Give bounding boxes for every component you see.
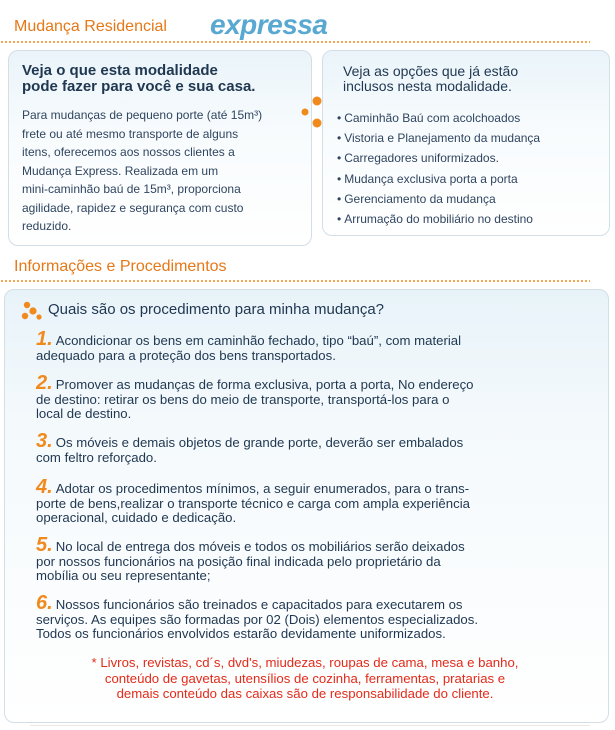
list-item: • Carregadores uniformizados. <box>337 148 540 168</box>
bottom-divider <box>30 725 590 726</box>
procedure-item: 5. No local de entrega dos móveis e todos os mobiliários serão deixados por nossos funcionários na posição final indicada pelo proprietário da mobília ou seu representante; <box>36 534 465 583</box>
procedure-item: 6. Nossos funcionários são treinados e capacitados para executarem os serviços. As equipes são formadas por 02 (Dois) elementos especializados. Todos os funcionários envolvidos estarão devidamente uniformizados. <box>36 592 478 641</box>
procedures-question: Quais são os procedimento para minha mudança? <box>48 301 385 318</box>
procedure-item: 2. Promover as mudanças de forma exclusiva, porta a porta, No endereço de destino: retirar os bens do meio de transporte, transportá-los para o local de destino. <box>36 372 474 421</box>
list-item: • Vistoria e Planejamento da mudança <box>337 128 540 148</box>
procedure-item: 1. Acondicionar os bens em caminhão fechado, tipo “baú”, com material adequado para a proteção dos bens transportados. <box>36 328 462 363</box>
header-title: Mudança Residencial <box>14 18 167 35</box>
section-title: Informações e Procedimentos <box>14 258 227 275</box>
procedure-item: 3. Os móveis e demais objetos de grande porte, deverão ser embalados com feltro reforçado. <box>36 430 464 465</box>
question-dots-icon <box>20 300 44 324</box>
procedure-number: 1. <box>36 328 53 350</box>
procedure-number: 4. <box>36 476 53 498</box>
procedure-number: 2. <box>36 372 53 394</box>
list-item: • Gerenciamento da mudança <box>337 189 540 209</box>
procedure-item: 4. Adotar os procedimentos mínimos, a seguir enumerados, para o trans- porte de bens,realizar o transporte técnico e carga com ampla experiência operacional, cuidado e dedicação. <box>36 476 470 525</box>
procedure-number: 5. <box>36 534 53 556</box>
procedure-number: 6. <box>36 592 53 614</box>
header-title-highlight: expressa <box>210 9 328 40</box>
page-header <box>14 8 604 40</box>
section-divider <box>0 280 590 282</box>
list-item: • Caminhão Baú com acolchoados <box>337 108 540 128</box>
included-options-list <box>337 108 540 229</box>
responsibility-note: * Livros, revistas, cd´s, dvd's, miudezas, roupas de cama, mesa e banho, conteúdo de gavetas, utensílios de cozinha, ferramentas, pratarias e demais conteúdo das caixas são de responsabilidade do cliente. <box>91 655 519 701</box>
modality-description-box <box>8 50 312 246</box>
procedure-number: 3. <box>36 430 53 452</box>
modality-description-text: Para mudanças de pequeno porte (até 15m³) frete ou até mesmo transporte de alguns itens, oferecemos aos nossos clientes a Mudança Express. Realizada em um mini-caminhão baú de 15m³, proporciona agilidade, rapidez e segurança com custo reduzido. <box>22 108 263 233</box>
modality-description-title: Veja o que esta modalidade pode fazer para você e sua casa. <box>22 62 256 95</box>
header-divider <box>0 41 590 43</box>
included-options-box <box>322 50 610 236</box>
list-item: • Mudança exclusiva porta a porta <box>337 169 540 189</box>
list-item: • Arrumação do mobiliário no destino <box>337 209 540 229</box>
procedures-box <box>4 289 609 723</box>
included-options-title: Veja as opções que já estão inclusos nesta modalidade. <box>343 63 519 94</box>
